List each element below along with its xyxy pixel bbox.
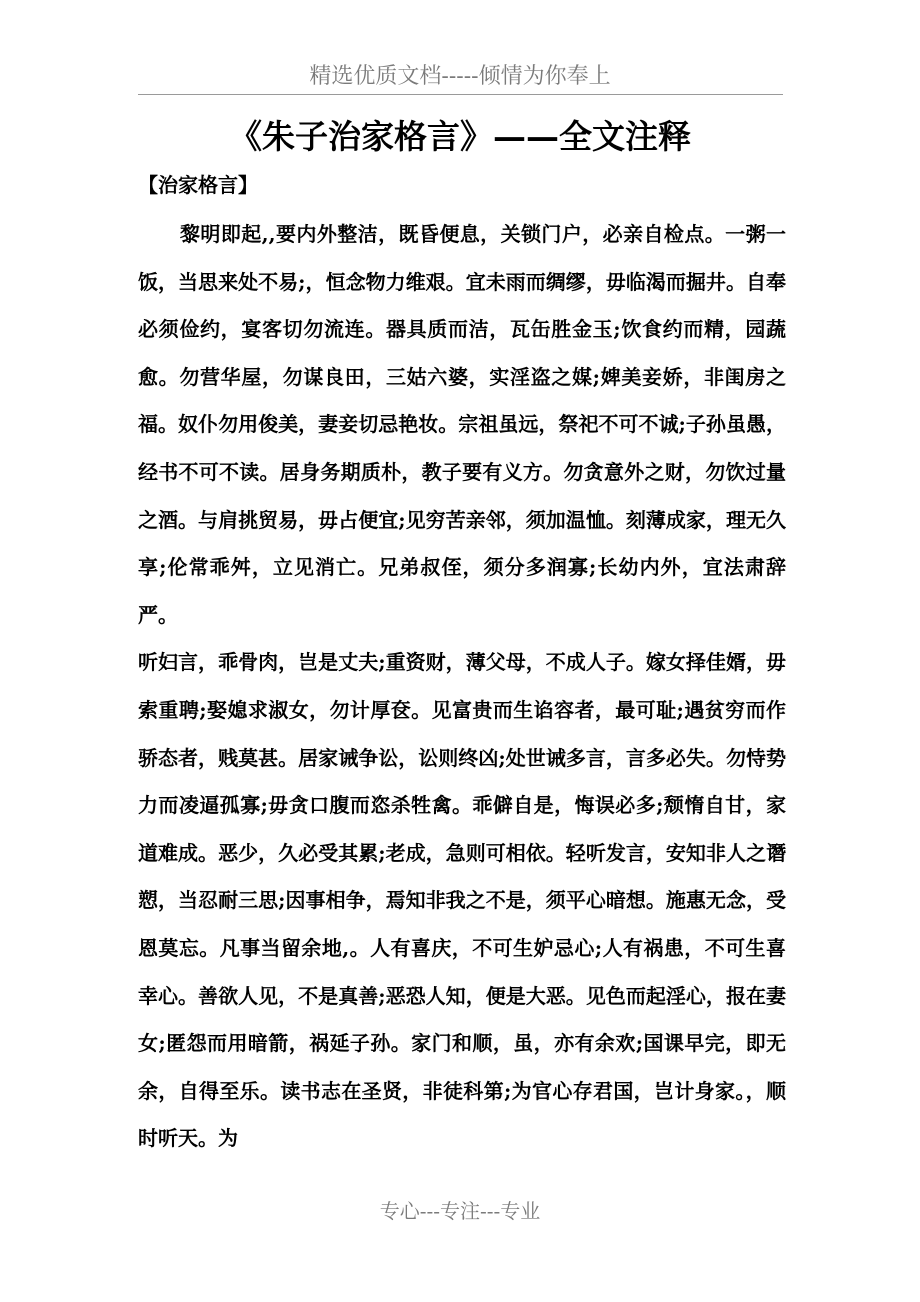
document-title: 《朱子治家格言》——全文注释 [229,117,691,156]
body-paragraph: 听妇言，乖骨肉，岂是丈夫;重资财，薄父母，不成人子。嫁女择佳婿，毋索重聘;娶媳求淑女，勿计厚奁。见富贵而生谄容者，最可耻;遇贫穷而作骄态者，贱莫甚。居家诫争讼，讼则终凶;处世诫多言，言多必失。勿恃势力而凌逼孤寡;毋贪口腹而恣杀牲禽。乖僻自是，悔误必多;颓惰自甘，家道难成。恶少，久必受其累;老成，急则可相依。轻听发言，安知非人之谮愬，当忍耐三思;因事相争，焉知非我之不是，须平心暗想。施惠无念，受恩莫忘。凡事当留余地,。人有喜庆，不可生妒忌心;人有祸患，不可生喜幸心。善欲人见，不是真善;恶恐人知，便是大恶。见色而起淫心，报在妻女;匿怨而用暗箭，祸延子孙。家门和顺，虽，亦有余欢;国课早完，即无余，自得至乐。读书志在圣贤，非徒科第;为官心存君国，岂计身家。，顺时听天。为 [138,650,786,1151]
page-header: 精选优质文档-----倾情为你奉上 [309,64,611,89]
page-footer: 专心---专注---专业 [379,1199,541,1223]
document-body [138,211,786,1163]
body-paragraph: 黎明即起,,要内外整洁，既昏便息，关锁门户，必亲自检点。一粥一饭，当思来处不易;，恒念物力维艰。宜未雨而绸缪，毋临渴而掘井。自奉必须俭约，宴客切勿流连。器具质而洁，瓦缶胜金玉;饮食约而精，园蔬愈。勿营华屋，勿谋良田，三姑六婆，实淫盗之媒;婢美妾娇，非闺房之福。奴仆勿用俊美，妻妾切忌艳妆。宗祖虽远，祭祀不可不诚;子孙虽愚，经书不可不读。居身务期质朴，教子要有义方。勿贪意外之财，勿饮过量之酒。与肩挑贸易，毋占便宜;见穷苦亲邻，须加温恤。刻薄成家，理无久享;伦常乖舛，立见消亡。兄弟叔侄，须分多润寡;长幼内外，宜法肃辞严。 [138,222,786,627]
section-heading: 【治家格言】 [138,173,258,197]
header-divider [138,94,783,95]
